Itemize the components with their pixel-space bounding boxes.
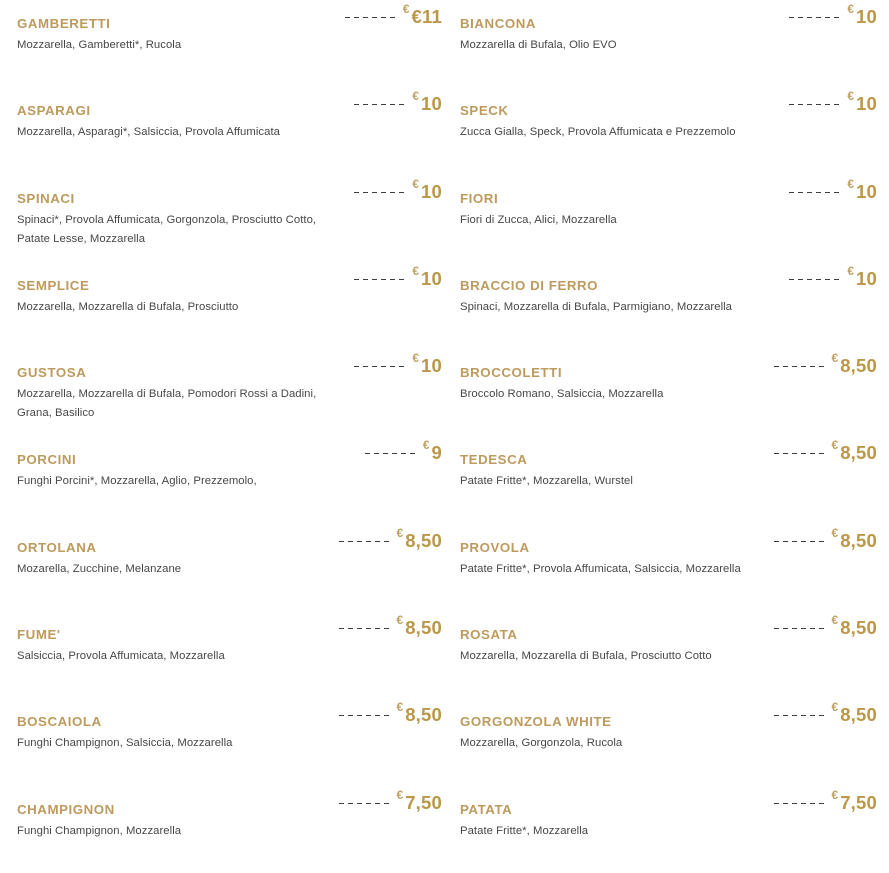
menu-item-price-amount: 9	[431, 442, 442, 464]
dotted-leader	[345, 17, 397, 18]
euro-symbol-icon: €	[831, 787, 839, 802]
menu-item-description: Broccolo Romano, Salsiccia, Mozzarella	[460, 388, 664, 401]
menu-item-header	[460, 0, 877, 31]
menu-item-header	[17, 698, 442, 729]
menu-item-header	[460, 698, 877, 729]
menu-item-price-amount: 8,50	[840, 704, 877, 726]
menu-item-name: BRACCIO DI FERRO	[460, 277, 599, 293]
menu-item-header	[460, 262, 877, 293]
menu-item-name: GUSTOSA	[17, 365, 87, 381]
menu-item-price-block	[345, 0, 442, 28]
menu-item-name: FIORI	[460, 190, 499, 206]
menu-item-price-block	[354, 175, 442, 203]
menu-item-header	[17, 87, 442, 118]
menu-item	[460, 0, 877, 87]
euro-symbol-icon: €	[402, 2, 410, 16]
menu-item-price	[831, 525, 878, 552]
euro-symbol-icon: €	[396, 525, 404, 540]
menu-item-price-amount: 8,50	[405, 704, 442, 726]
menu-item-header	[460, 349, 877, 380]
menu-item-description: Funghi Champignon, Salsiccia, Mozzarella	[17, 737, 233, 750]
menu-item-price-amount: 10	[421, 180, 442, 202]
menu-item-price-block	[339, 611, 443, 639]
menu-item-header	[460, 87, 877, 118]
menu-item-header	[17, 262, 442, 293]
menu-item	[17, 175, 442, 262]
dotted-leader	[789, 192, 841, 193]
dotted-leader	[774, 628, 826, 629]
menu-item-name: SEMPLICE	[17, 277, 90, 293]
menu-item-price	[831, 351, 878, 377]
menu-item-price-amount: 10	[856, 93, 877, 115]
dotted-leader	[774, 715, 826, 716]
menu-item-description: Salsiccia, Provola Affumicata, Mozzarella	[17, 650, 225, 663]
menu-item-price-amount: 8,50	[405, 617, 442, 639]
menu-item-price-amount: €11	[411, 6, 442, 27]
dotted-leader	[789, 17, 841, 18]
menu-item	[17, 436, 442, 523]
menu-item-name: ROSATA	[460, 627, 518, 643]
menu-item-price	[396, 613, 443, 639]
menu-item-price-amount: 8,50	[840, 529, 877, 551]
menu-item-name: PATATA	[460, 801, 513, 817]
menu-item-name: CHAMPIGNON	[17, 801, 115, 817]
menu-item-price	[396, 700, 443, 726]
menu-item-description: Funghi Porcini*, Mozzarella, Aglio, Prezzemolo,	[17, 475, 257, 488]
euro-symbol-icon: €	[396, 700, 404, 715]
menu-item-name: FUME'	[17, 627, 61, 643]
menu-item-header	[17, 349, 442, 380]
menu-item	[460, 87, 877, 174]
menu-item-description: Fiori di Zucca, Alici, Mozzarella	[460, 213, 617, 226]
euro-symbol-icon: €	[847, 2, 855, 16]
menu-item-name: BIANCONA	[460, 16, 537, 31]
menu-item-name: SPECK	[460, 103, 509, 119]
menu-item-price-block	[789, 175, 877, 203]
menu-item	[17, 262, 442, 349]
menu-item	[460, 524, 877, 611]
menu-item-price-block	[339, 698, 443, 726]
menu-item-price-block	[354, 262, 442, 290]
dotted-leader	[339, 541, 391, 542]
menu-item-price-amount: 8,50	[840, 617, 877, 639]
menu-item-price-amount: 10	[856, 180, 877, 202]
menu-item-name: ASPARAGI	[17, 103, 91, 119]
menu-item-price-block	[789, 0, 877, 28]
dotted-leader	[339, 715, 391, 716]
menu-item-description: Patate Fritte*, Mozzarella, Wurstel	[460, 475, 633, 488]
menu-item-header	[17, 436, 442, 467]
menu-item-description: Spinaci, Mozzarella di Bufala, Parmigiano, Mozzarella	[460, 300, 733, 313]
menu-item-header	[17, 0, 442, 31]
menu-item-price-amount: 10	[421, 267, 442, 289]
menu-item-price-block	[354, 349, 442, 377]
euro-symbol-icon: €	[412, 176, 420, 191]
euro-symbol-icon: €	[847, 89, 855, 104]
menu-item-description: Mozzarella, Mozzarella di Bufala, Prosciutto Cotto	[460, 650, 712, 663]
menu-item-price-block	[774, 611, 878, 639]
menu-item-name: GORGONZOLA WHITE	[460, 714, 612, 730]
menu-item-price	[847, 263, 877, 290]
menu-item-header	[460, 175, 877, 206]
menu-item-header	[460, 436, 877, 467]
menu-item-price	[831, 613, 878, 639]
menu-item	[460, 786, 877, 873]
menu-item-price-block	[789, 87, 877, 115]
menu-item-price	[396, 525, 443, 552]
menu-item-header	[17, 611, 442, 642]
menu-item-price-amount: 10	[421, 355, 442, 377]
dotted-leader	[789, 279, 841, 280]
menu-item-name: PORCINI	[17, 452, 77, 468]
menu-item	[17, 0, 442, 87]
dotted-leader	[339, 628, 391, 629]
dotted-leader	[354, 104, 406, 105]
menu-item-price	[847, 176, 877, 203]
menu-item-header	[460, 611, 877, 642]
menu-item-description: Mozarella, Zucchine, Melanzane	[17, 562, 182, 575]
menu-item	[460, 262, 877, 349]
euro-symbol-icon: €	[396, 613, 404, 628]
menu-item	[17, 698, 442, 785]
menu-item-name: BOSCAIOLA	[17, 714, 102, 730]
menu-item	[17, 611, 442, 698]
menu-item	[17, 87, 442, 174]
menu-item-description: Spinaci*, Provola Affumicata, Gorgonzola, Prosciutto Cotto, Patate Lesse, Mozzarella	[17, 213, 317, 245]
menu-item-description: Mozzarella, Asparagi*, Salsiccia, Provola Affumicata	[17, 126, 280, 139]
dotted-leader	[354, 279, 406, 280]
menu-item-price-amount: 7,50	[405, 791, 442, 813]
menu-item-price-block	[354, 87, 442, 115]
menu-item-description: Mozzarella di Bufala, Olio EVO	[460, 39, 617, 51]
menu-item-price-amount: 8,50	[840, 442, 877, 464]
menu-item-name: BROCCOLETTI	[460, 365, 563, 381]
menu-column-left	[0, 0, 452, 853]
dotted-leader	[354, 192, 406, 193]
dotted-leader	[774, 803, 826, 804]
euro-symbol-icon: €	[847, 263, 855, 278]
dotted-leader	[774, 366, 826, 367]
menu-item-name: ORTOLANA	[17, 539, 97, 555]
menu-item-price	[396, 787, 443, 814]
menu-item-description: Mozzarella, Mozzarella di Bufala, Prosciutto	[17, 300, 239, 313]
menu-item-name: GAMBERETTI	[17, 16, 111, 31]
menu-item-price-amount: 10	[856, 6, 877, 27]
menu-item-name: PROVOLA	[460, 539, 530, 555]
menu-item-price-block	[339, 524, 443, 552]
menu-item-price	[412, 89, 442, 115]
menu-column-right	[452, 0, 889, 853]
menu-item-price	[831, 700, 878, 726]
menu-item-header	[460, 524, 877, 555]
menu-item-header	[17, 524, 442, 555]
menu-item-price	[847, 89, 877, 115]
euro-symbol-icon: €	[831, 438, 839, 453]
menu-item-price-block	[774, 349, 878, 377]
menu-item-header	[17, 786, 442, 817]
euro-symbol-icon: €	[831, 613, 839, 628]
menu-item-price	[831, 787, 878, 814]
menu-item	[17, 524, 442, 611]
menu-item	[17, 786, 442, 873]
menu-item-price	[412, 176, 442, 203]
menu-item-price-block	[774, 698, 878, 726]
menu-item	[460, 175, 877, 262]
euro-symbol-icon: €	[396, 787, 404, 802]
menu-item	[460, 436, 877, 523]
menu-item-price	[412, 351, 442, 377]
menu-item-price-block	[339, 786, 443, 814]
dotted-leader	[789, 104, 841, 105]
menu-item-price-block	[774, 436, 878, 464]
menu-item-description: Patate Fritte*, Mozzarella	[460, 824, 589, 837]
menu-item-price-amount: 8,50	[840, 355, 877, 377]
menu-item-price	[412, 263, 442, 290]
euro-symbol-icon: €	[422, 438, 430, 453]
euro-symbol-icon: €	[831, 700, 839, 715]
menu-item-price	[402, 2, 442, 28]
menu-item-header	[17, 175, 442, 206]
menu-item-description: Funghi Champignon, Mozzarella	[17, 824, 182, 837]
menu-item-name: SPINACI	[17, 190, 75, 206]
dotted-leader	[339, 803, 391, 804]
menu-item	[460, 698, 877, 785]
menu-item-header	[460, 786, 877, 817]
menu-item-price	[847, 2, 877, 28]
euro-symbol-icon: €	[412, 89, 420, 104]
menu-item-price	[831, 438, 878, 464]
menu-item-price-block	[774, 524, 878, 552]
menu-item-price-amount: 8,50	[405, 529, 442, 551]
menu-item-description: Zucca Gialla, Speck, Provola Affumicata e Prezzemolo	[460, 126, 736, 139]
menu-item	[460, 349, 877, 436]
dotted-leader	[354, 366, 406, 367]
menu-item-price-block	[774, 786, 878, 814]
euro-symbol-icon: €	[831, 351, 839, 366]
menu-item-price-block	[789, 262, 877, 290]
menu-item-description: Mozzarella, Gamberetti*, Rucola	[17, 39, 182, 51]
menu-item-price-amount: 10	[421, 93, 442, 115]
menu-item	[17, 349, 442, 436]
menu-item-price	[422, 438, 442, 464]
euro-symbol-icon: €	[412, 351, 420, 366]
dotted-leader	[774, 541, 826, 542]
menu-item-description: Patate Fritte*, Provola Affumicata, Salsiccia, Mozzarella	[460, 562, 741, 575]
menu-item-description: Mozzarella, Gorgonzola, Rucola	[460, 737, 623, 750]
menu-item-price-amount: 7,50	[840, 791, 877, 813]
dotted-leader	[365, 453, 417, 454]
menu-item-name: TEDESCA	[460, 452, 528, 468]
euro-symbol-icon: €	[847, 176, 855, 191]
euro-symbol-icon: €	[831, 525, 839, 540]
euro-symbol-icon: €	[412, 263, 420, 278]
menu-item	[460, 611, 877, 698]
menu-item-price-block	[365, 436, 442, 464]
menu-item-description: Mozzarella, Mozzarella di Bufala, Pomodori Rossi a Dadini, Grana, Basilico	[17, 388, 317, 420]
menu-item-price-amount: 10	[856, 267, 877, 289]
dotted-leader	[774, 453, 826, 454]
